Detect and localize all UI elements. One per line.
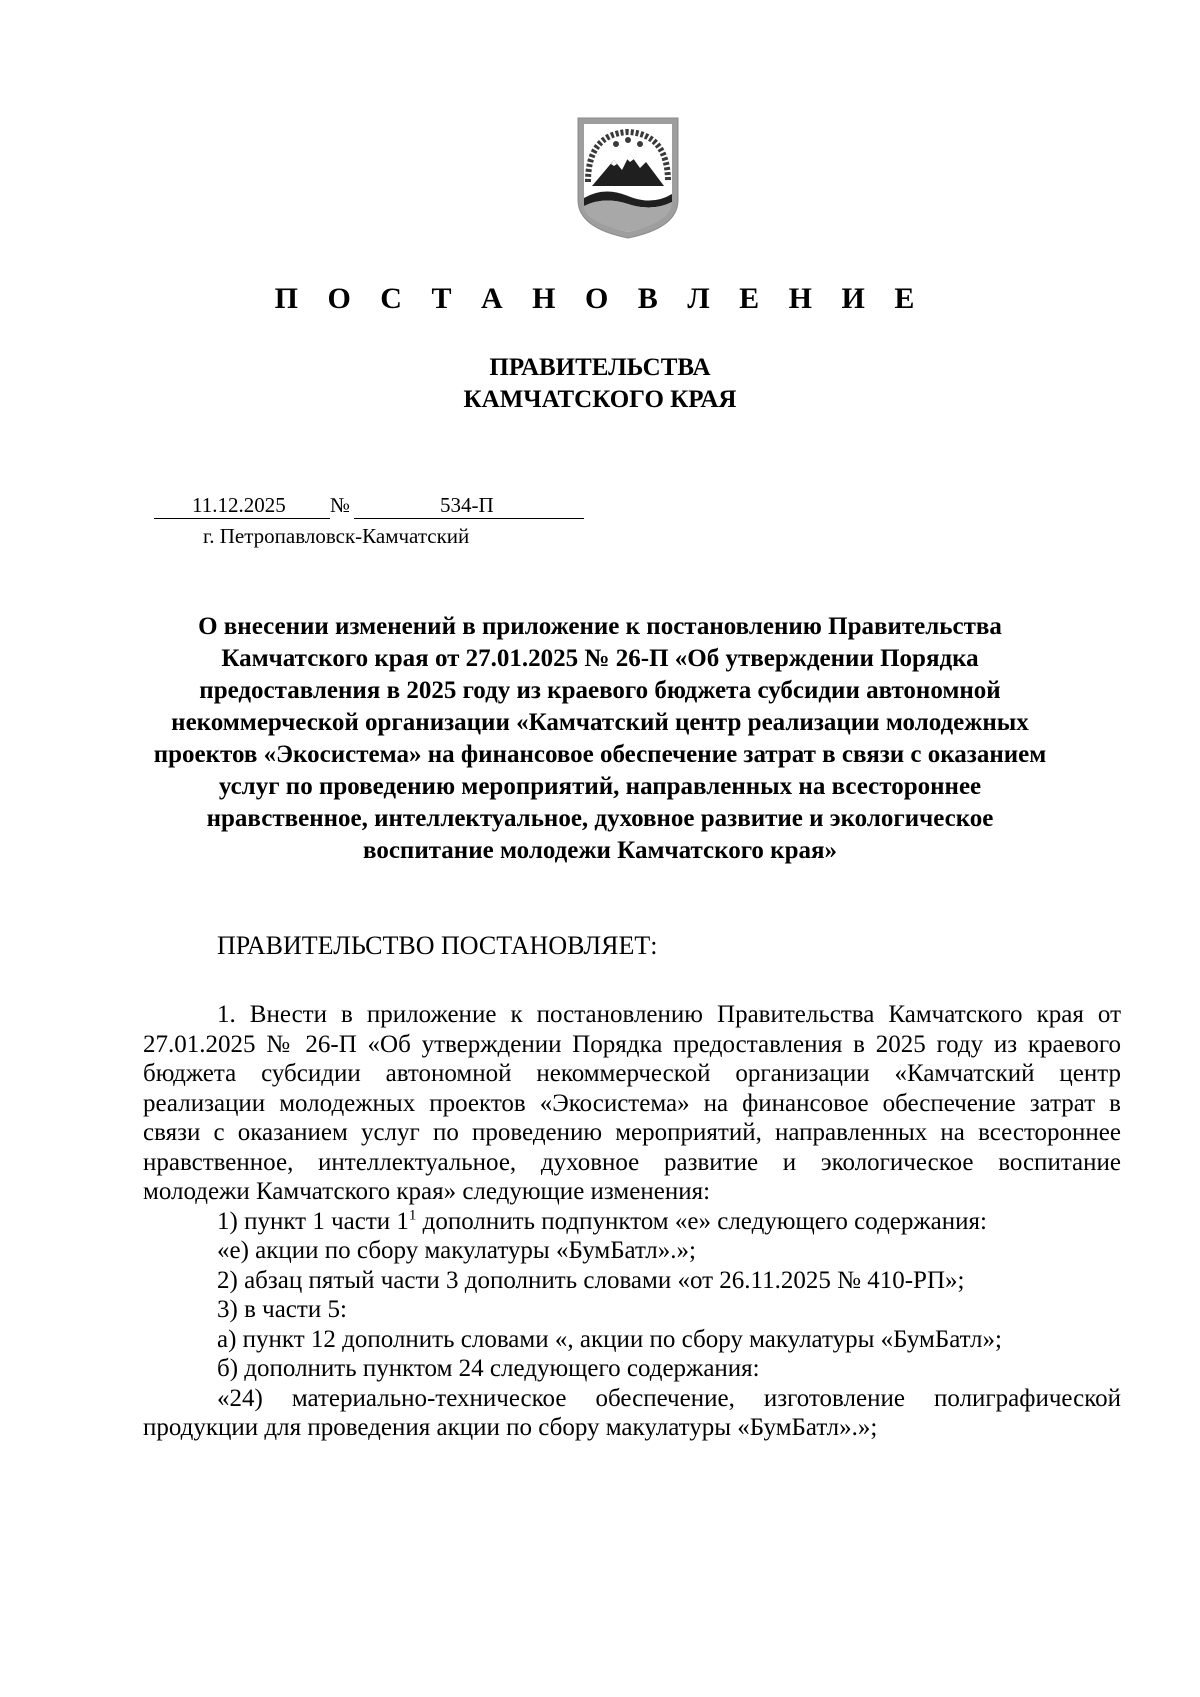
item-1 [143,1207,1121,1237]
document-number: 534-П [354,492,584,519]
issuing-organization [0,352,1200,416]
document-type-title: П О С Т А Н О В Л Е Н И Е [274,282,926,315]
paragraph-1: 1. Внести в приложение к постановлению Правительства Камчатского края от 27.01.2025 № 26-П «Об утверждении Порядка предоставления в 2025 году из краевого бюджета субсидии автономной некоммерческой организации «Камчатский центр реализации молодежных проектов «Экосистема» на финансовое обеспечение затрат в связи с оказанием услуг по проведению мероприятий, направленных на всестороннее нравственное, интеллектуальное, духовное развитие и экологическое воспитание молодежи Камчатского края» следующие изменения: [143,1001,1121,1205]
item-1-superscript: 1 [408,1207,417,1224]
document-body [143,1000,1121,1443]
document-date: 11.12.2025 [154,492,330,519]
item-1-before: 1) пункт 1 части 1 [217,1207,409,1235]
kamchatka-coat-of-arms-icon [574,112,682,240]
document-subject: О внесении изменений в приложение к постановлению Правительства Камчатского края от 27.01.2025 № 26-П «Об утверждении Порядка предоставления в 2025 году из краевого бюджета субсидии автономной некоммерческой организации «Камчатский центр реализации молодежных проектов «Экосистема» на финансовое обеспечение затрат в связи с оказанием услуг по проведению мероприятий, направленных на всестороннее нравственное, интеллектуальное, духовное развитие и экологическое воспитание молодежи Камчатского края» [153,613,1047,864]
item-1-after: дополнить подпунктом «е» следующего содержания: [416,1207,987,1235]
number-sign: № [330,493,351,517]
item-3b-text: «24) материально-техническое обеспечение, изготовление полиграфической продукции для проведения акции по сбору макулатуры «БумБатл».»; [143,1384,1121,1441]
issuing-city: г. Петропавловск-Камчатский [203,524,470,548]
item-3a: а) пункт 12 дополнить словами «, акции по сбору макулатуры «БумБатл»; [217,1325,1002,1353]
registration-line [154,492,584,520]
item-3: 3) в части 5: [217,1296,347,1323]
org-line-1: ПРАВИТЕЛЬСТВА [489,354,711,381]
org-line-2: КАМЧАТСКОГО КРАЯ [463,386,737,413]
item-2: 2) абзац пятый части 3 дополнить словами «от 26.11.2025 № 410-РП»; [217,1266,965,1294]
resolves-heading: ПРАВИТЕЛЬСТВО ПОСТАНОВЛЯЕТ: [217,931,658,960]
item-3b: б) дополнить пунктом 24 следующего содержания: [217,1355,760,1382]
item-1-text: «е) акции по сбору макулатуры «БумБатл».»; [217,1237,696,1264]
